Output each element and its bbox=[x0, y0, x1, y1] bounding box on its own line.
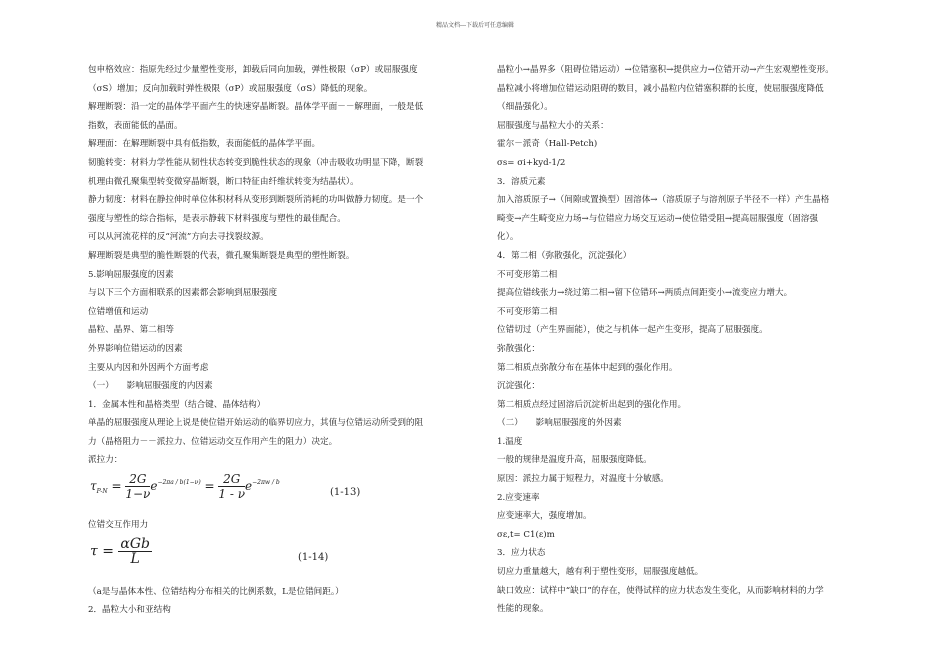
text-line: 晶粒小→晶界多（阻碍位错运动）→位错塞积→提供应力→位错开动→产生宏观塑性变形。 bbox=[497, 65, 834, 75]
text-line: 位错切过（产生界面能），使之与机体一起产生变形，提高了屈服强度。 bbox=[497, 325, 768, 336]
fraction-numerator: αGb bbox=[120, 535, 150, 552]
text-line: 与以下三个方面相联系的因素都会影响到屈服强度 bbox=[88, 288, 278, 299]
text-line: 沉淀强化： bbox=[497, 381, 540, 392]
right-column bbox=[497, 61, 882, 619]
text-line: 原因：派拉力属于短程力，对温度十分敏感。 bbox=[497, 474, 669, 485]
text-line: 一般的规律是温度升高，屈服强度降低。 bbox=[497, 455, 652, 466]
equation-number: (1-13) bbox=[330, 487, 361, 499]
text-line: 第二相质点经过固溶后沉淀析出起到的强化作用。 bbox=[497, 399, 687, 410]
fraction bbox=[118, 537, 152, 566]
text-line: 弥散强化： bbox=[497, 343, 540, 354]
page-header: 精品文档---下载后可任意编辑 bbox=[435, 22, 515, 29]
text-line: 晶粒减小将增加位错运动阻碍的数目，减小晶粒内位错塞积群的长度，使屈服强度降低 bbox=[497, 83, 824, 94]
exponent: −2πw / b bbox=[252, 479, 280, 487]
text-line: 位错增值和运动 bbox=[88, 306, 149, 317]
section-heading: 5.影响屈服强度的因素 bbox=[88, 269, 174, 280]
text-line: 派拉力： bbox=[88, 455, 123, 466]
section-heading: 4．第二相（弥散强化，沉淀强化） bbox=[497, 250, 632, 261]
text-line: （σS）增加；反向加载时弹性极限（σP）或屈服强度（σS）降低的现象。 bbox=[88, 83, 373, 94]
text-line: 霍尔－派奇（Hall-Petch) bbox=[497, 139, 598, 150]
text-line: 解理断裂是典型的脆性断裂的代表，微孔聚集断裂是典型的塑性断裂。 bbox=[88, 250, 355, 261]
text-line: 加入溶质原子→（间隙或置换型）固溶体→（溶质原子与溶剂原子半径不一样）产生晶格 bbox=[497, 195, 830, 206]
text-line: 解理断裂：沿一定的晶体学平面产生的快速穿晶断裂。晶体学平面－－解理面，一般是低 bbox=[88, 102, 424, 113]
text-line: σε,t= C1(ε)m bbox=[497, 529, 555, 540]
text-line: 静力韧度：材料在静拉伸时单位体积材科从变形到断裂所消耗的功叫做静力韧度。是一个 bbox=[88, 195, 424, 206]
text-line: 提高位错线张力→绕过第二相→留下位错环→两质点间距变小→流变应力增大。 bbox=[497, 288, 793, 299]
formula-lhs: τ = bbox=[90, 543, 114, 560]
exponent: −2πa / b(1−ν) bbox=[157, 479, 201, 487]
text-line: 缺口效应：试样中“缺口”的存在，使得试样的应力状态发生变化，从而影响材料的力学 bbox=[497, 585, 824, 596]
section-heading: 3．溶质元素 bbox=[497, 176, 546, 187]
formula-expression: $\tau_{P-N}$ = $\frac{2G}{1-\nu}$ $e^{-2\pi a / b(1-\nu)}$ = $\frac{2G}{1 - \nu}$ $e^{-2\pi w / b}$ bbox=[90, 472, 280, 502]
text-line: 外界影响位错运动的因素 bbox=[88, 343, 183, 354]
text-line: 不可变形第二相 bbox=[497, 306, 558, 317]
text-line: 晶粒、晶界、第二相等 bbox=[88, 325, 174, 336]
subsection-heading: （二） 影响屈服强度的外因素 bbox=[497, 418, 622, 429]
formula-dislocation-interaction bbox=[88, 537, 470, 581]
text-line: 畸变→产生畸变应力场→与位错应力场交互运动→使位错受阻→提高屈服强度（固溶强 bbox=[497, 213, 818, 224]
text-line: （a是与晶体本性、位错结构分布相关的比例系数，L是位错间距。） bbox=[88, 586, 344, 597]
fraction-denominator: 1−ν bbox=[125, 487, 151, 502]
fraction-numerator: 2G bbox=[125, 472, 150, 487]
formula-lhs: τ bbox=[90, 479, 97, 494]
text-line: 韧脆转变：材料力学性能从韧性状态转变到脆性状态的现象（冲击吸收功明显下降，断裂 bbox=[88, 157, 424, 168]
left-column bbox=[88, 61, 470, 620]
text-line: 主要从内因和外因两个方面考虑 bbox=[88, 362, 209, 373]
text-line: 单晶的屈服强度从理论上说是使位错开始运动的临界切应力，其值与位错运动所受到的阻 bbox=[88, 418, 424, 429]
fraction-denominator: 1 - ν bbox=[218, 487, 246, 502]
text-line: 1．金属本性和晶格类型（结合键、晶体结构） bbox=[88, 399, 266, 410]
fraction-denominator: L bbox=[130, 550, 140, 567]
text-line: σs= σi+kyd-1/2 bbox=[497, 157, 566, 168]
section-heading: 3．应力状态 bbox=[497, 548, 546, 559]
text-line: 化）。 bbox=[497, 232, 519, 243]
text-line: 可以从河流花样的反“河流”方向去寻找裂纹源。 bbox=[88, 232, 269, 243]
text-line: 切应力重量越大，越有利于塑性变形，屈服强度越低。 bbox=[497, 567, 704, 578]
text-line: 应变速率大，强度增加。 bbox=[497, 511, 592, 522]
formula-expression bbox=[90, 537, 152, 566]
formula-peierls-nabarro bbox=[88, 472, 470, 514]
formula-lhs-subscript: P-N bbox=[96, 488, 108, 496]
text-line: 解理面：在解理断裂中具有低指数，表面能低的晶体学平面。 bbox=[88, 139, 321, 150]
text-line: （细晶强化）。 bbox=[497, 102, 553, 113]
text-line: 不可变形第二相 bbox=[497, 269, 558, 280]
text-line: 包申格效应：指原先经过少量塑性变形，卸载后同向加载，弹性极限（σP）或屈服强度 bbox=[88, 65, 418, 75]
section-heading: 2.应变速率 bbox=[497, 492, 540, 503]
text-line: 位错交互作用力 bbox=[88, 520, 149, 531]
fraction-numerator: 2G bbox=[218, 472, 245, 487]
text-line: 强度与塑性的综合指标，是表示静载下材料强度与塑性的最佳配合。 bbox=[88, 213, 346, 224]
text-line: 2．晶粒大小和亚结构 bbox=[88, 605, 171, 616]
text-line: 性能的现象。 bbox=[497, 604, 549, 615]
text-line: 第二相质点弥散分布在基体中起到的强化作用。 bbox=[497, 362, 678, 373]
equation-number: (1-14) bbox=[298, 551, 329, 563]
text-line: 机理由微孔聚集型转变微穿晶断裂，断口特征由纤维状转变为结晶状）。 bbox=[88, 176, 359, 187]
fraction bbox=[125, 472, 150, 501]
text-line: 力（晶格阻力－－派拉力、位错运动交互作用产生的阻力）决定。 bbox=[88, 436, 338, 447]
subsection-heading: （一） 影响屈服强度的内因素 bbox=[88, 381, 213, 392]
text-line: 指数，表面能低的晶面。 bbox=[88, 120, 183, 131]
section-heading: 1.温度 bbox=[497, 436, 523, 447]
text-line: 屈服强度与晶粒大小的关系： bbox=[497, 120, 609, 131]
fraction bbox=[218, 472, 245, 501]
